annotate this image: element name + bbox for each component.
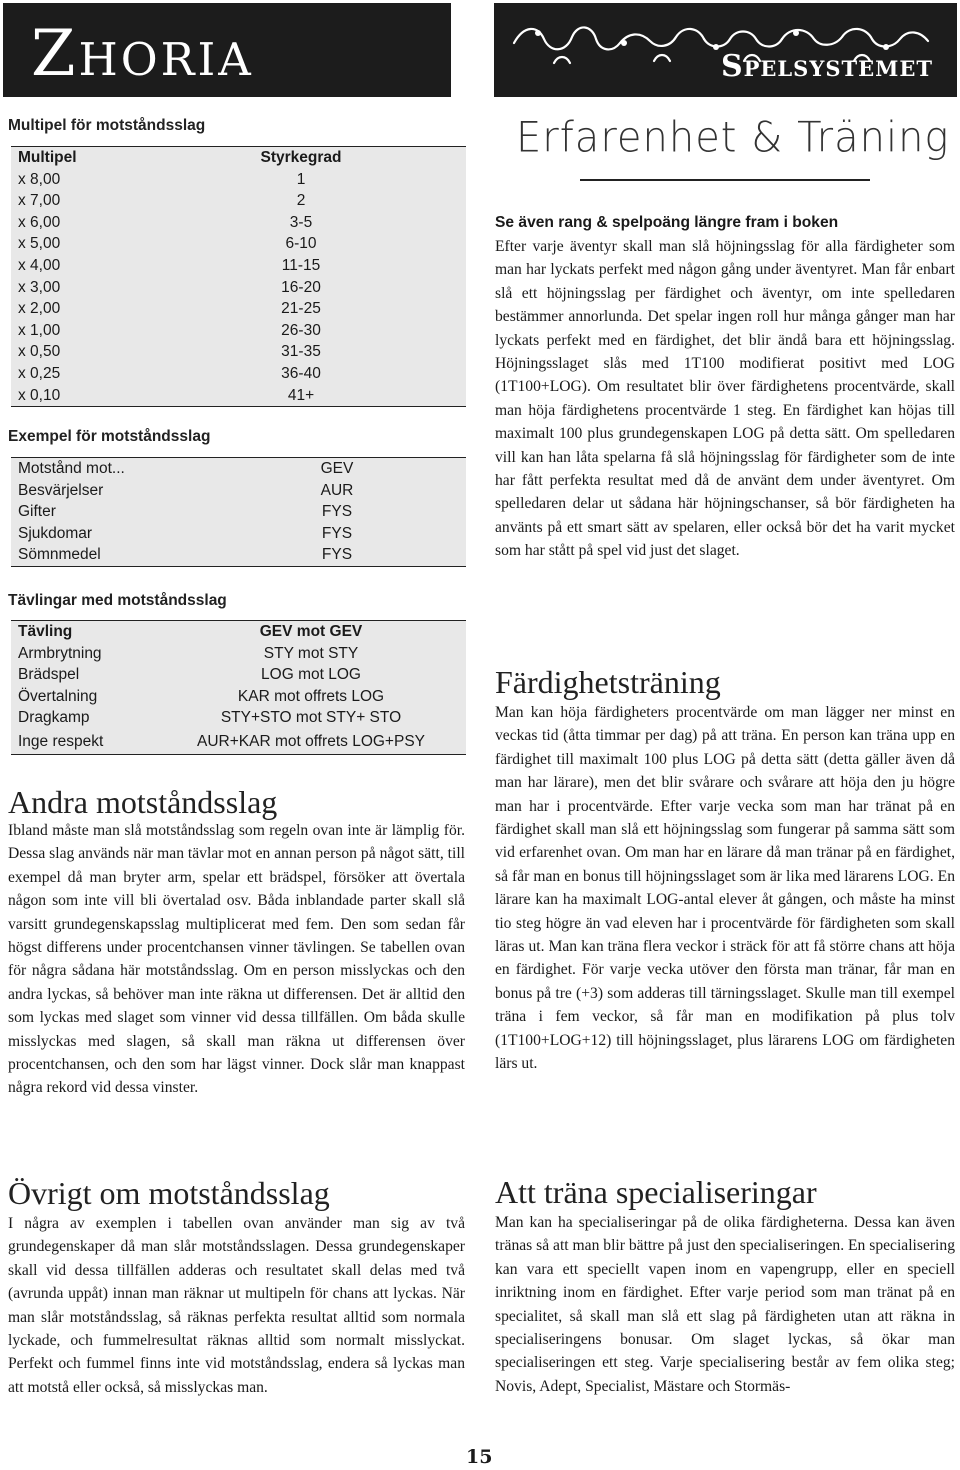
table-cell: 16-20 <box>281 278 321 296</box>
table-cell: x 6,00 <box>18 213 61 231</box>
paragraph-erfarenhet: Efter varje äventyr skall man slå höjningsslag för alla färdigheter som man har lyckats perfekt med någon gång under äventyret. Man får enbart slå ett höjningsslag per färdighet och äventyr, om inte spelledaren bestämmer annorlunda. Det spelar ingen roll hur många gånger man har lyckats perfekt med en färdighet, det blir ändå bara ett höjningsslag. Höjningsslaget slås med 1T100 modifierat positivt med LOG (1T100+LOG). Om resultatet blir över färdighetens procentvärde, skall man höja färdighetens procentvärde 1 steg. En färdighet kan höjas till maximalt 100 plus grundegenskapen LOG på detta sätt. Om spelledaren vill kan han låta spelarna få slå höjningsslag för färdigheter som de inte har fått perfekta resultat med då de använt dem under äventyret. Om spelledaren delar ut sådana här höjningschanser, så bör färdigheten ha använts på ett smart sätt av spelaren, eller också bör det ha varit mycket som har stått på spel vid just det slaget. <box>495 238 955 560</box>
table-row <box>11 480 466 502</box>
table-row <box>11 643 466 665</box>
table-cell: AUR <box>320 481 354 499</box>
table-cell: 31-35 <box>281 343 321 361</box>
table-cell: 3-5 <box>289 213 313 231</box>
see-also-note: Se även rang & spelpoäng längre fram i boken <box>495 214 839 231</box>
table-cell: Dragkamp <box>18 709 90 727</box>
header-banner-left <box>3 3 451 97</box>
table-header-row <box>11 147 466 169</box>
column-header: Multipel <box>18 149 77 166</box>
table-row <box>11 707 466 729</box>
table-cell: x 5,00 <box>18 235 61 253</box>
table-row <box>11 298 466 320</box>
heading-specialiseringar: Att träna specialiseringar <box>495 1174 817 1210</box>
header-banner-right <box>494 3 957 97</box>
table-cell: x 1,00 <box>18 321 61 339</box>
table-row <box>11 233 466 255</box>
table-row <box>11 729 466 754</box>
column-header: Tävling <box>18 623 73 640</box>
table-cell: Övertalning <box>18 687 98 705</box>
table-row <box>11 523 466 545</box>
divider <box>580 179 870 181</box>
table-cell: 26-30 <box>281 321 321 339</box>
table2-caption: Exempel för motståndsslag <box>8 428 211 445</box>
table-cell: Sömnmedel <box>18 546 101 564</box>
paragraph-specialiseringar: Man kan ha specialiseringar på de olika färdigheterna. Dessa kan även tränas så att man blir bättre på just den specialiseringen. En specialisering kan vara ett speciellt vapen inom en vapengrupp, eller en speciell inriktning inom en färdighet. Efter varje period som man tränat på en specialitet, så skall man slå ett slag på färdigheten utan att räkna in specialiseringens bonusar. Om slaget lyckas, så ökar man specialiseringen ett steg. Varje specialisering består av fem olika steg; Novis, Adept, Specialist, Mästare och Stormäs- <box>495 1214 955 1395</box>
table-cell: LOG mot LOG <box>261 666 361 684</box>
heading-andra: Andra motståndsslag <box>8 784 278 820</box>
table-header-row <box>11 458 466 480</box>
paragraph-ovrigt: I några av exemplen i tabellen ovan använder man sig av två grundegenskaper då man slår motståndsslagen. Dessa grundegenskaper skall vid dessa tillfällen adderas och resultatet skall delas med två (avrunda uppåt) innan man räknar ut multipeln för chans att lyckas. När man slår motståndsslag, så räknas perfekta resultat alltid som normala lyckade, och fummelresultat räknas alltid som normalt misslyckat. Perfekt och fummel finns inte vid motståndsslag, endera så lyckas man att motstå eller också, så misslyckas man. <box>8 1215 465 1396</box>
table-cell: Brädspel <box>18 666 80 684</box>
table-cell: 41+ <box>287 386 315 404</box>
table-cell: 2 <box>296 192 306 210</box>
heading-ovrigt: Övrigt om motståndsslag <box>8 1175 330 1211</box>
table-cell: 1 <box>296 170 306 188</box>
table3-caption: Tävlingar med motståndsslag <box>8 592 227 609</box>
table-cell: x 4,00 <box>18 256 61 274</box>
table-row <box>11 320 466 342</box>
paragraph-fardighetstraning: Man kan höja färdigheters procentvärde om man lägger ner minst en veckas tid (åtta timmar per dag) på att träna. En person kan träna upp en färdighet till maximalt 100 plus LOG på detta sätt (detta gäller även då man har lärare), men det blir svårare och svårare att höja den ju högre man har i procentvärde. Efter varje vecka som man har tränat på en färdighet skall man slå ett höjningsslag som fungerar på samma sätt som vid erfarenhet ovan. Om man har en lärare då man tränar på en färdighet, så får man en bonus till höjningsslaget som är lika med lärarens LOG. En lärare kan ha maximalt LOG-antal elever åt gången, och måste ha minst tio steg högre än vad eleven har i procentvärde för färdigheten som skall läras ut. Man kan träna flera veckor i sträck för att få större chans att höja en färdighet. För varje vecka utöver den första man tränar, får man en bonus på tre (+3) som adderas till tärningsslaget. Skulle man till exempel träna i fem veckor, så får man en modifikation på plus tolv (1T100+LOG+12) till höjningsslaget, plus lärarens LOG om färdigheten lärs ut. <box>495 704 955 1073</box>
table-cell: x 7,00 <box>18 192 61 210</box>
brand-title: Zhoria <box>31 17 254 91</box>
table-cell: x 0,50 <box>18 343 61 361</box>
column-header: GEV <box>320 460 354 477</box>
column-header: GEV mot GEV <box>259 623 363 640</box>
heading-fardighetstraning: Färdighetsträning <box>495 664 721 700</box>
section-title: Spelsystemet <box>720 49 933 84</box>
table-cell: STY+STO mot STY+ STO <box>220 709 402 727</box>
table-cell: AUR+KAR mot offrets LOG+PSY <box>197 732 425 750</box>
page-number: 15 <box>466 1446 493 1468</box>
table-cell: x 8,00 <box>18 170 61 188</box>
table-cell: x 2,00 <box>18 300 61 318</box>
table-row <box>11 501 466 523</box>
table-row <box>11 169 466 191</box>
contest-table <box>11 620 466 755</box>
table-row <box>11 277 466 299</box>
table-cell: Besvärjelser <box>18 481 104 499</box>
table-row <box>11 664 466 686</box>
table-cell: Armbrytning <box>18 644 102 662</box>
table-cell: x 3,00 <box>18 278 61 296</box>
table-cell: x 0,10 <box>18 386 61 404</box>
table-cell: STY mot STY <box>263 644 359 662</box>
table-cell: FYS <box>321 503 353 521</box>
table-row <box>11 190 466 212</box>
example-table <box>11 457 466 567</box>
table-cell: Gifter <box>18 503 56 521</box>
table-cell: KAR mot offrets LOG <box>237 687 385 705</box>
column-header: Styrkegrad <box>260 149 342 166</box>
table-header-row <box>11 621 466 643</box>
paragraph-andra: Ibland måste man slå motståndsslag som regeln ovan inte är lämplig för. Dessa slag används när man tävlar mot en annan person på något sätt, till exempel då man bryter arm, spelar ett brädspel, försöker att övertala någon som inte vill bli övertalad osv. Båda inblandade parter skall slå varsitt grundegenskapsslag multiplicerat med fem. Den som sedan får högst differens under procentchansen vinner tävlingen. Se tabellen ovan för några sådana här motståndsslag. Om en person misslyckas och den andra lyckas, så behöver man inte räkna ut differensen. Det är alltid den som lyckas med slaget som vinner vid dessa tillfällen. Om båda skulle misslyckas med slagen, så skall man räkna ut differensen över procentchansen, och den som har lägst vinner. Dock slår man knappast några rekord vid dessa vinster. <box>8 822 465 1097</box>
table1-caption: Multipel för motståndsslag <box>8 117 206 134</box>
table-row <box>11 212 466 234</box>
table-row <box>11 255 466 277</box>
column-header: Motstånd mot... <box>18 460 125 477</box>
table-cell: 11-15 <box>281 256 321 274</box>
table-cell: FYS <box>321 546 353 564</box>
table-row <box>11 341 466 363</box>
table-row <box>11 544 466 566</box>
table-cell: 36-40 <box>281 364 321 382</box>
table-cell: FYS <box>321 524 353 542</box>
table-cell: Inge respekt <box>18 732 104 750</box>
table-cell: Sjukdomar <box>18 524 93 542</box>
table-cell: x 0,25 <box>18 364 61 382</box>
table-cell: 21-25 <box>281 300 321 318</box>
multiplier-table <box>11 146 466 407</box>
table-cell: 6-10 <box>285 235 317 253</box>
table-row <box>11 385 466 407</box>
section-heading: Erfarenhet & Träning <box>516 113 950 163</box>
table-row <box>11 363 466 385</box>
table-row <box>11 686 466 708</box>
